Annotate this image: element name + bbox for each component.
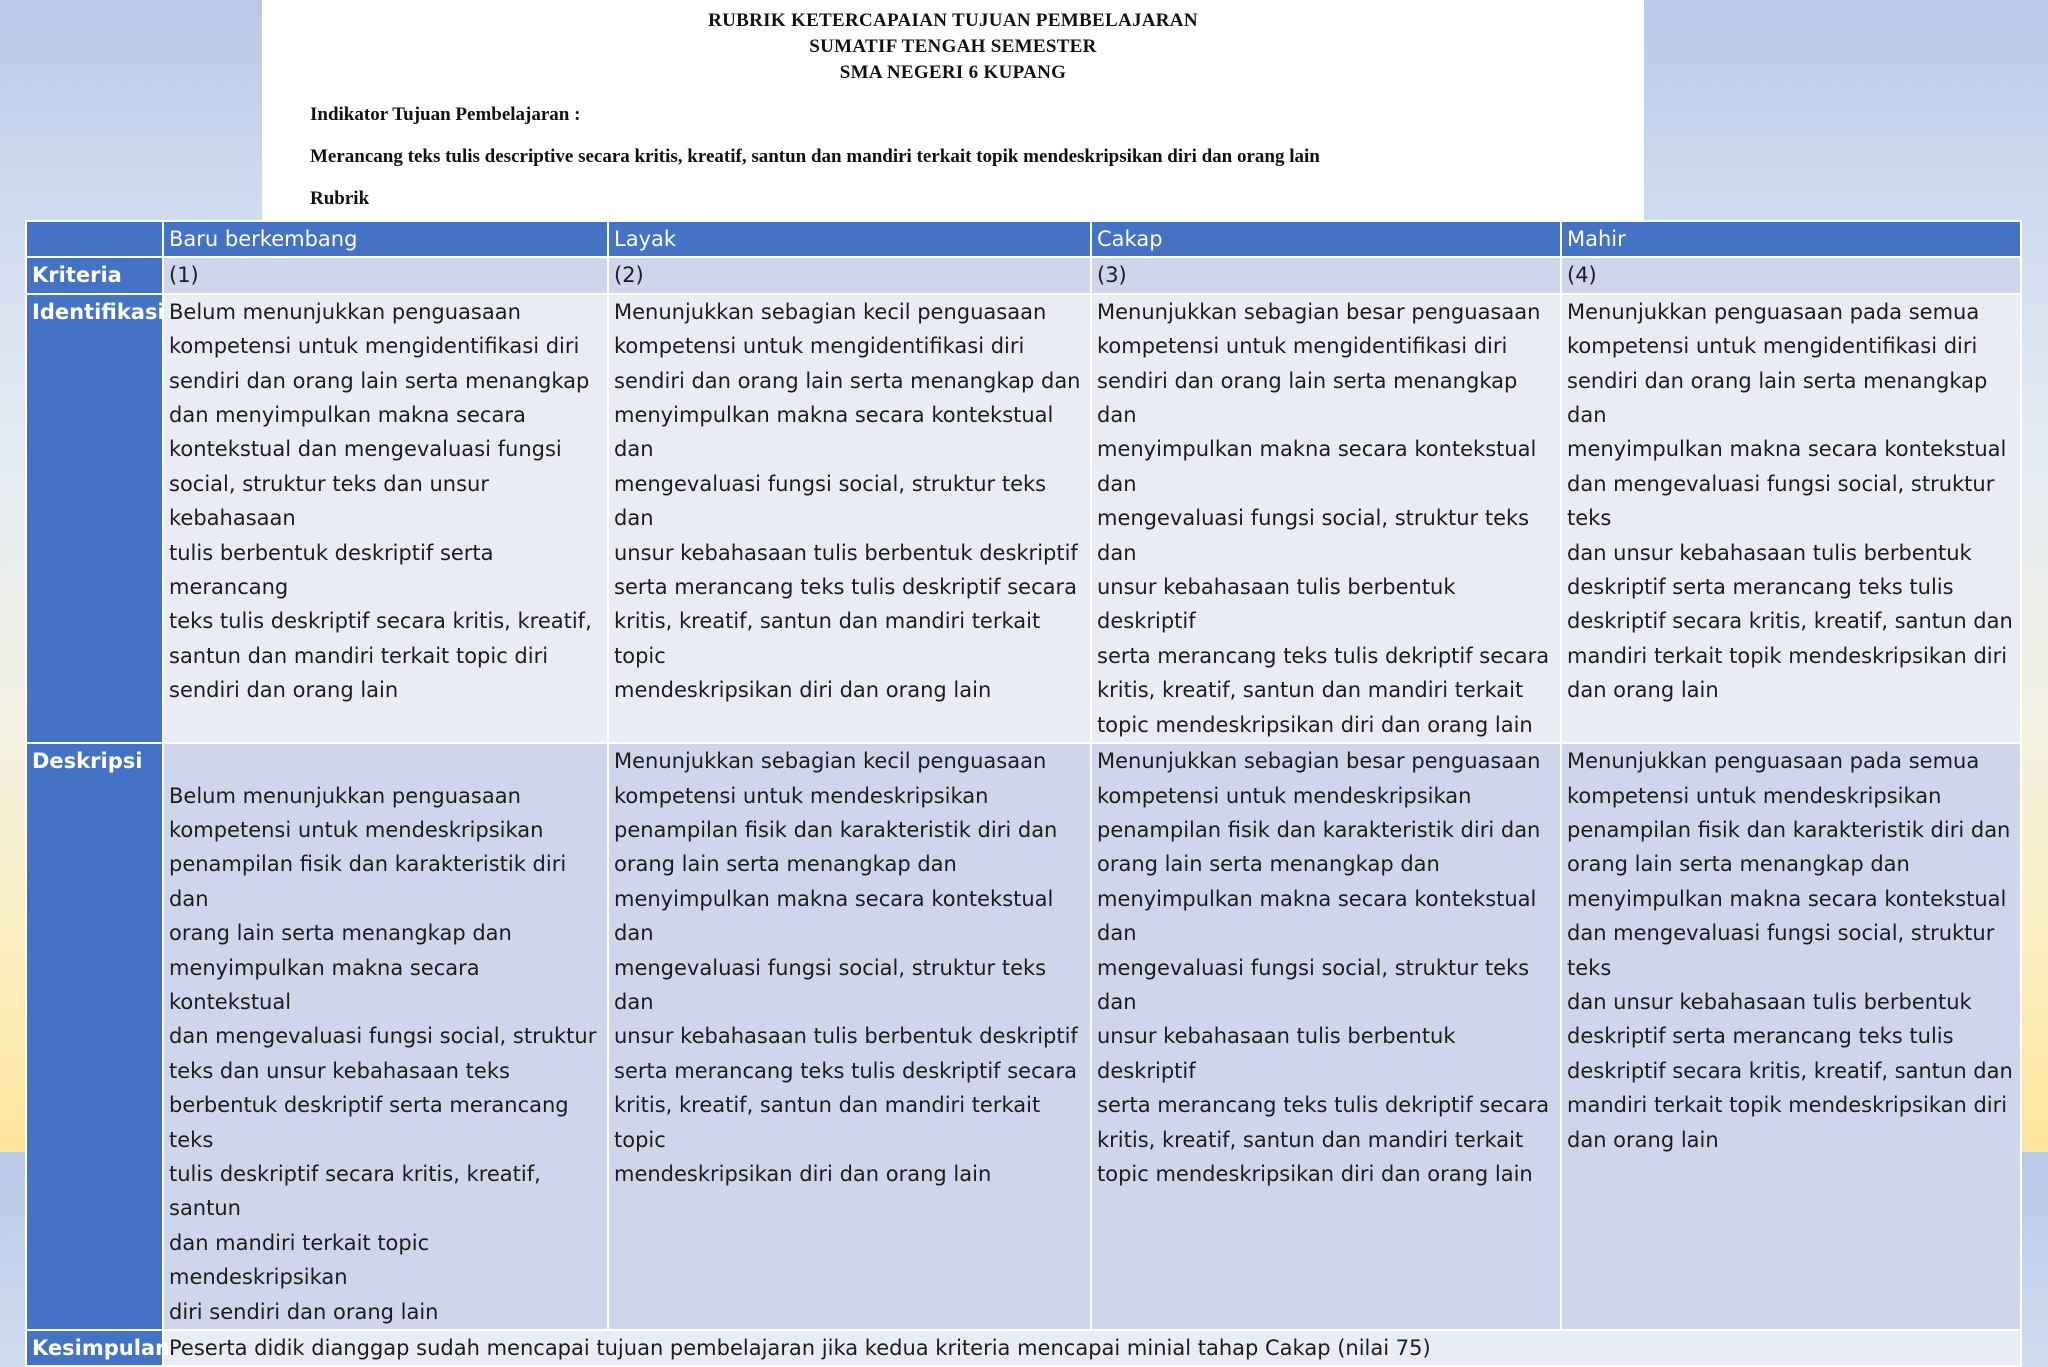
row-label-kesimpulan: Kesimpulan <box>26 1330 163 1366</box>
kriteria-cell-1: (1) <box>163 257 608 293</box>
table-row-kriteria <box>26 257 2021 293</box>
rubric-table <box>25 220 2022 1367</box>
deskripsi-cell-layak: Menunjukkan sebagian kecil penguasaan kompetensi untuk mendeskripsikan penampilan fisik dan karakteristik diri dan orang lain serta menangkap dan menyimpulkan makna secara kontekstual dan mengevaluasi fungsi social, struktur teks dan unsur kebahasaan tulis berbentuk deskriptif serta merancang teks tulis deskriptif secara kritis, kreatif, santun dan mandiri terkait topic mendeskripsikan diri dan orang lain <box>608 743 1091 1330</box>
kriteria-cell-4: (4) <box>1561 257 2021 293</box>
header-cell-cakap: Cakap <box>1091 221 1561 257</box>
header-cell-baru-berkembang: Baru berkembang <box>163 221 608 257</box>
header-cell-mahir: Mahir <box>1561 221 2021 257</box>
deskripsi-cell-baru-berkembang: Belum menunjukkan penguasaan kompetensi untuk mendeskripsikan penampilan fisik dan karakteristik diri dan orang lain serta menangkap dan menyimpulkan makna secara kontekstual dan mengevaluasi fungsi social, struktur teks dan unsur kebahasaan teks berbentuk deskriptif serta merancang teks tulis deskriptif secara kritis, kreatif, santun dan mandiri terkait topic mendeskripsikan diri sendiri dan orang lain <box>163 743 608 1330</box>
identifikasi-cell-layak: Menunjukkan sebagian kecil penguasaan kompetensi untuk mengidentifikasi diri sendiri dan orang lain serta menangkap dan menyimpulkan makna secara kontekstual dan mengevaluasi fungsi social, struktur teks dan unsur kebahasaan tulis berbentuk deskriptif serta merancang teks tulis deskriptif secara kritis, kreatif, santun dan mandiri terkait topic mendeskripsikan diri dan orang lain <box>608 294 1091 743</box>
table-row-identifikasi <box>26 294 2021 743</box>
header-cell-empty <box>26 221 163 257</box>
deskripsi-cell-mahir: Menunjukkan penguasaan pada semua kompetensi untuk mendeskripsikan penampilan fisik dan karakteristik diri dan orang lain serta menangkap dan menyimpulkan makna secara kontekstual dan mengevaluasi fungsi social, struktur teks dan unsur kebahasaan tulis berbentuk deskriptif serta merancang teks tulis deskriptif secara kritis, kreatif, santun dan mandiri terkait topik mendeskripsikan diri dan orang lain <box>1561 743 2021 1330</box>
title-line-1: RUBRIK KETERCAPAIAN TUJUAN PEMBELAJARAN <box>708 10 1198 31</box>
deskripsi-cell-cakap: Menunjukkan sebagian besar penguasaan kompetensi untuk mendeskripsikan penampilan fisik dan karakteristik diri dan orang lain serta menangkap dan menyimpulkan makna secara kontekstual dan mengevaluasi fungsi social, struktur teks dan unsur kebahasaan tulis berbentuk deskriptif serta merancang teks tulis dekriptif secara kritis, kreatif, santun dan mandiri terkait topic mendeskripsikan diri dan orang lain <box>1091 743 1561 1330</box>
table-header-row <box>26 221 2021 257</box>
row-label-identifikasi: Identifikasi <box>26 294 163 743</box>
kriteria-cell-3: (3) <box>1091 257 1561 293</box>
indicator-label: Indikator Tujuan Pembelajaran : <box>310 104 581 125</box>
title-line-3: SMA NEGERI 6 KUPANG <box>839 62 1067 83</box>
table-row-deskripsi <box>26 743 2021 1330</box>
indicator-text: Merancang teks tulis descriptive secara kritis, kreatif, santun dan mandiri terkait topik mendeskripsikan diri dan orang lain <box>310 146 1320 167</box>
rubric-label: Rubrik <box>310 188 370 209</box>
row-label-kriteria: Kriteria <box>26 257 163 293</box>
kesimpulan-text: Peserta didik dianggap sudah mencapai tujuan pembelajaran jika kedua kriteria mencapai minial tahap Cakap (nilai 75) <box>163 1330 2021 1366</box>
title-line-2: SUMATIF TENGAH SEMESTER <box>809 36 1097 57</box>
kriteria-cell-2: (2) <box>608 257 1091 293</box>
table-row-kesimpulan <box>26 1330 2021 1366</box>
row-label-deskripsi: Deskripsi <box>26 743 163 1330</box>
header-cell-layak: Layak <box>608 221 1091 257</box>
identifikasi-cell-baru-berkembang: Belum menunjukkan penguasaan kompetensi untuk mengidentifikasi diri sendiri dan orang lain serta menangkap dan menyimpulkan makna secara kontekstual dan mengevaluasi fungsi social, struktur teks dan unsur kebahasaan tulis berbentuk deskriptif serta merancang teks tulis deskriptif secara kritis, kreatif, santun dan mandiri terkait topic diri sendiri dan orang lain <box>163 294 608 743</box>
identifikasi-cell-mahir: Menunjukkan penguasaan pada semua kompetensi untuk mengidentifikasi diri sendiri dan orang lain serta menangkap dan menyimpulkan makna secara kontekstual dan mengevaluasi fungsi social, struktur teks dan unsur kebahasaan tulis berbentuk deskriptif serta merancang teks tulis deskriptif secara kritis, kreatif, santun dan mandiri terkait topik mendeskripsikan diri dan orang lain <box>1561 294 2021 743</box>
document-header <box>262 0 1644 220</box>
identifikasi-cell-cakap: Menunjukkan sebagian besar penguasaan kompetensi untuk mengidentifikasi diri sendiri dan orang lain serta menangkap dan menyimpulkan makna secara kontekstual dan mengevaluasi fungsi social, struktur teks dan unsur kebahasaan tulis berbentuk deskriptif serta merancang teks tulis dekriptif secara kritis, kreatif, santun dan mandiri terkait topic mendeskripsikan diri dan orang lain <box>1091 294 1561 743</box>
